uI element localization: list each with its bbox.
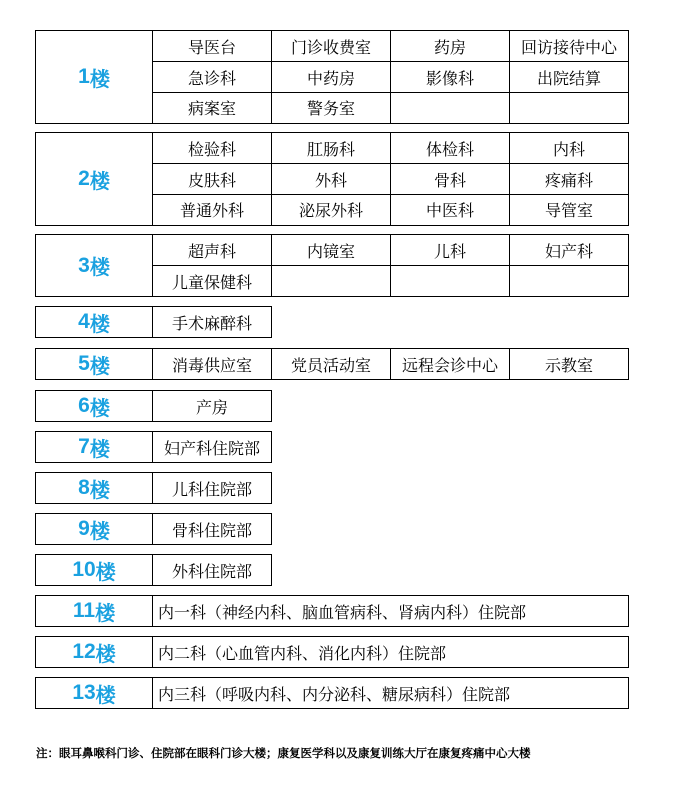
floor-suffix: 楼 <box>89 353 110 378</box>
floor-block-9 <box>35 513 629 545</box>
floor-number: 13 <box>72 681 96 704</box>
floor-number: 3 <box>78 253 90 277</box>
department-cell: 检验科 <box>152 132 272 164</box>
floor-block-7 <box>35 431 629 463</box>
empty-space <box>390 390 510 422</box>
floor-suffix: 楼 <box>89 255 110 279</box>
floor-label <box>35 513 153 545</box>
floor-number: 1 <box>78 65 90 88</box>
floor-number: 7 <box>78 435 90 458</box>
floor-block-3 <box>35 234 629 297</box>
empty-space <box>509 390 629 422</box>
department-cell: 儿童保健科 <box>152 265 272 297</box>
department-cell: 示教室 <box>509 348 629 380</box>
floor-block-12 <box>35 636 629 668</box>
department-cell <box>271 265 391 297</box>
floor-suffix: 楼 <box>89 168 110 193</box>
department-cell: 骨科 <box>390 163 510 195</box>
department-cell: 手术麻醉科 <box>152 306 272 338</box>
department-cell <box>390 265 510 297</box>
floor-block-1 <box>35 30 629 124</box>
empty-space <box>271 472 391 504</box>
department-cell: 内三科（呼吸内科、内分泌科、糖尿病科）住院部 <box>152 677 629 709</box>
department-cell <box>509 92 629 124</box>
department-cell: 妇产科住院部 <box>152 431 272 463</box>
floor-label <box>35 472 153 504</box>
department-cell: 远程会诊中心 <box>390 348 510 380</box>
floor-label <box>35 30 153 124</box>
department-cell: 导医台 <box>152 30 272 62</box>
department-cell: 中药房 <box>271 61 391 93</box>
floor-label <box>35 636 153 668</box>
empty-space <box>271 390 391 422</box>
department-cell: 儿科 <box>390 234 510 266</box>
department-cell: 内科 <box>509 132 629 164</box>
floor-block-6 <box>35 390 629 422</box>
floor-suffix: 楼 <box>89 311 110 336</box>
empty-space <box>271 513 391 545</box>
floor-number: 9 <box>78 517 90 540</box>
floor-suffix: 楼 <box>89 395 110 420</box>
floor-block-10 <box>35 554 629 586</box>
department-cell: 普通外科 <box>152 194 272 226</box>
floor-label <box>35 132 153 226</box>
department-cell: 体检科 <box>390 132 510 164</box>
floor-block-5 <box>35 348 629 380</box>
department-cell: 内镜室 <box>271 234 391 266</box>
department-cell: 内二科（心血管内科、消化内科）住院部 <box>152 636 629 668</box>
floor-number: 4 <box>78 310 90 333</box>
floor-number: 6 <box>78 394 90 417</box>
floor-suffix: 楼 <box>95 559 116 584</box>
floor-label <box>35 390 153 422</box>
floor-number: 12 <box>72 640 96 663</box>
department-cell: 党员活动室 <box>271 348 391 380</box>
department-cell <box>509 265 629 297</box>
empty-space <box>390 554 510 586</box>
department-cell: 药房 <box>390 30 510 62</box>
floor-suffix: 楼 <box>95 641 116 666</box>
empty-space <box>390 513 510 545</box>
empty-space <box>509 431 629 463</box>
floor-block-13 <box>35 677 629 709</box>
floor-number: 8 <box>78 476 90 499</box>
department-cell: 疼痛科 <box>509 163 629 195</box>
floor-suffix: 楼 <box>95 600 116 625</box>
floor-suffix: 楼 <box>89 477 110 502</box>
department-cell: 回访接待中心 <box>509 30 629 62</box>
floor-number: 10 <box>72 558 96 581</box>
floor-label <box>35 306 153 338</box>
department-cell: 骨科住院部 <box>152 513 272 545</box>
floor-number: 5 <box>78 352 90 375</box>
floor-suffix: 楼 <box>89 436 110 461</box>
floor-label <box>35 677 153 709</box>
department-cell: 泌尿外科 <box>271 194 391 226</box>
department-cell: 外科 <box>271 163 391 195</box>
department-cell: 病案室 <box>152 92 272 124</box>
department-cell: 急诊科 <box>152 61 272 93</box>
empty-space <box>271 306 391 338</box>
department-cell: 中医科 <box>390 194 510 226</box>
floor-label <box>35 595 153 627</box>
empty-space <box>390 306 510 338</box>
floor-label <box>35 234 153 297</box>
empty-space <box>509 554 629 586</box>
empty-space <box>271 431 391 463</box>
department-cell: 妇产科 <box>509 234 629 266</box>
floor-block-2 <box>35 132 629 226</box>
department-cell: 内一科（神经内科、脑血管病科、肾病内科）住院部 <box>152 595 629 627</box>
department-cell: 超声科 <box>152 234 272 266</box>
floor-label <box>35 554 153 586</box>
footnote: 注：眼耳鼻喉科门诊、住院部在眼科门诊大楼；康复医学科以及康复训练大厅在康复疼痛中心大楼 <box>36 746 531 760</box>
department-cell: 儿科住院部 <box>152 472 272 504</box>
department-cell: 警务室 <box>271 92 391 124</box>
empty-space <box>509 472 629 504</box>
empty-space <box>390 431 510 463</box>
floor-suffix: 楼 <box>89 66 110 91</box>
department-cell: 导管室 <box>509 194 629 226</box>
department-cell: 皮肤科 <box>152 163 272 195</box>
floor-number: 2 <box>78 167 90 190</box>
department-cell: 消毒供应室 <box>152 348 272 380</box>
department-cell: 产房 <box>152 390 272 422</box>
floor-directory <box>35 30 629 718</box>
department-cell: 影像科 <box>390 61 510 93</box>
floor-label <box>35 431 153 463</box>
department-cell: 出院结算 <box>509 61 629 93</box>
empty-space <box>390 472 510 504</box>
department-cell: 肛肠科 <box>271 132 391 164</box>
floor-suffix: 楼 <box>95 682 116 707</box>
empty-space <box>509 306 629 338</box>
floor-suffix: 楼 <box>89 518 110 543</box>
department-cell: 门诊收费室 <box>271 30 391 62</box>
empty-space <box>271 554 391 586</box>
floor-block-4 <box>35 306 629 338</box>
department-cell <box>390 92 510 124</box>
empty-space <box>509 513 629 545</box>
floor-block-11 <box>35 595 629 627</box>
department-cell: 外科住院部 <box>152 554 272 586</box>
floor-block-8 <box>35 472 629 504</box>
floor-label <box>35 348 153 380</box>
floor-number: 11 <box>72 599 96 622</box>
